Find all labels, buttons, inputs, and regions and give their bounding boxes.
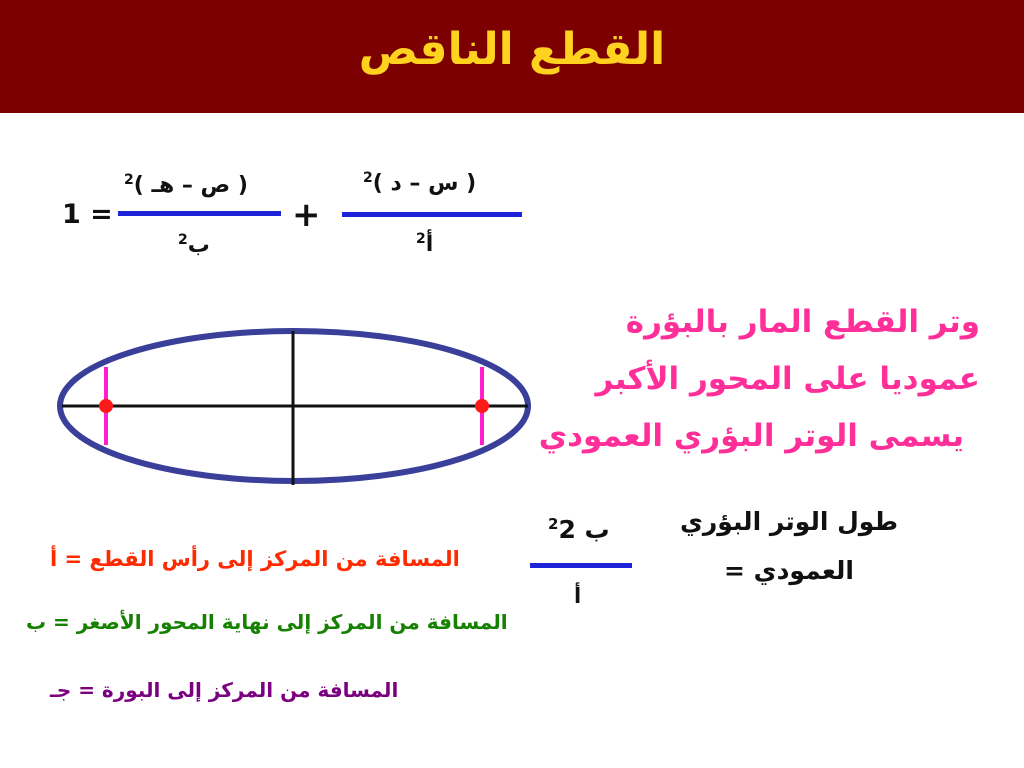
- definition-a: المسافة من المركز إلى رأس القطع = أ: [50, 547, 460, 571]
- term1-numerator-text: ( ص – هـ ): [133, 173, 248, 198]
- description-line-3: يسمى الوتر البؤري العمودي: [538, 418, 964, 454]
- term2-denominator-text: أ: [425, 232, 434, 257]
- term2-numerator-text: ( س – د ): [372, 171, 477, 196]
- definition-c: المسافة من المركز إلى البورة = جـ: [50, 678, 399, 702]
- term2-denominator-exp: 2: [416, 231, 426, 247]
- title-bar: [0, 0, 1024, 113]
- latus-rectum-description: [520, 294, 980, 465]
- equation-rhs: 1 =: [62, 199, 113, 230]
- description-line-2: عموديا على المحور الأكبر: [595, 361, 980, 397]
- term1-numerator-exp: 2: [124, 172, 134, 188]
- term2-numerator: [363, 170, 476, 196]
- latus-numerator: [548, 515, 610, 544]
- term2-numerator-exp: 2: [363, 170, 373, 186]
- page-title: القطع الناقص: [358, 24, 666, 75]
- focus-left: [99, 399, 113, 413]
- latus-fraction-line: [530, 563, 632, 568]
- term2-denominator: [416, 231, 433, 257]
- description-line-1: وتر القطع المار بالبؤرة: [625, 304, 980, 340]
- term1-numerator: [124, 172, 248, 198]
- focus-right: [475, 399, 489, 413]
- term1-fraction-line: [118, 211, 281, 216]
- definition-b: المسافة من المركز إلى نهاية المحور الأصغر = ب: [26, 610, 508, 634]
- term1-denominator-exp: 2: [178, 232, 188, 248]
- latus-denominator: أ: [574, 584, 582, 608]
- ellipse-diagram: [50, 325, 540, 495]
- term2-fraction-line: [342, 212, 522, 217]
- latus-numerator-text: 2 ب: [558, 515, 610, 544]
- latus-label-line-1: طول الوتر البؤري: [680, 507, 899, 536]
- term1-denominator-text: ب: [187, 233, 210, 258]
- latus-numerator-exp: 2: [548, 515, 559, 533]
- latus-label-line-2: العمودي =: [724, 556, 854, 585]
- plus-sign: +: [292, 195, 321, 235]
- term1-denominator: [178, 232, 210, 258]
